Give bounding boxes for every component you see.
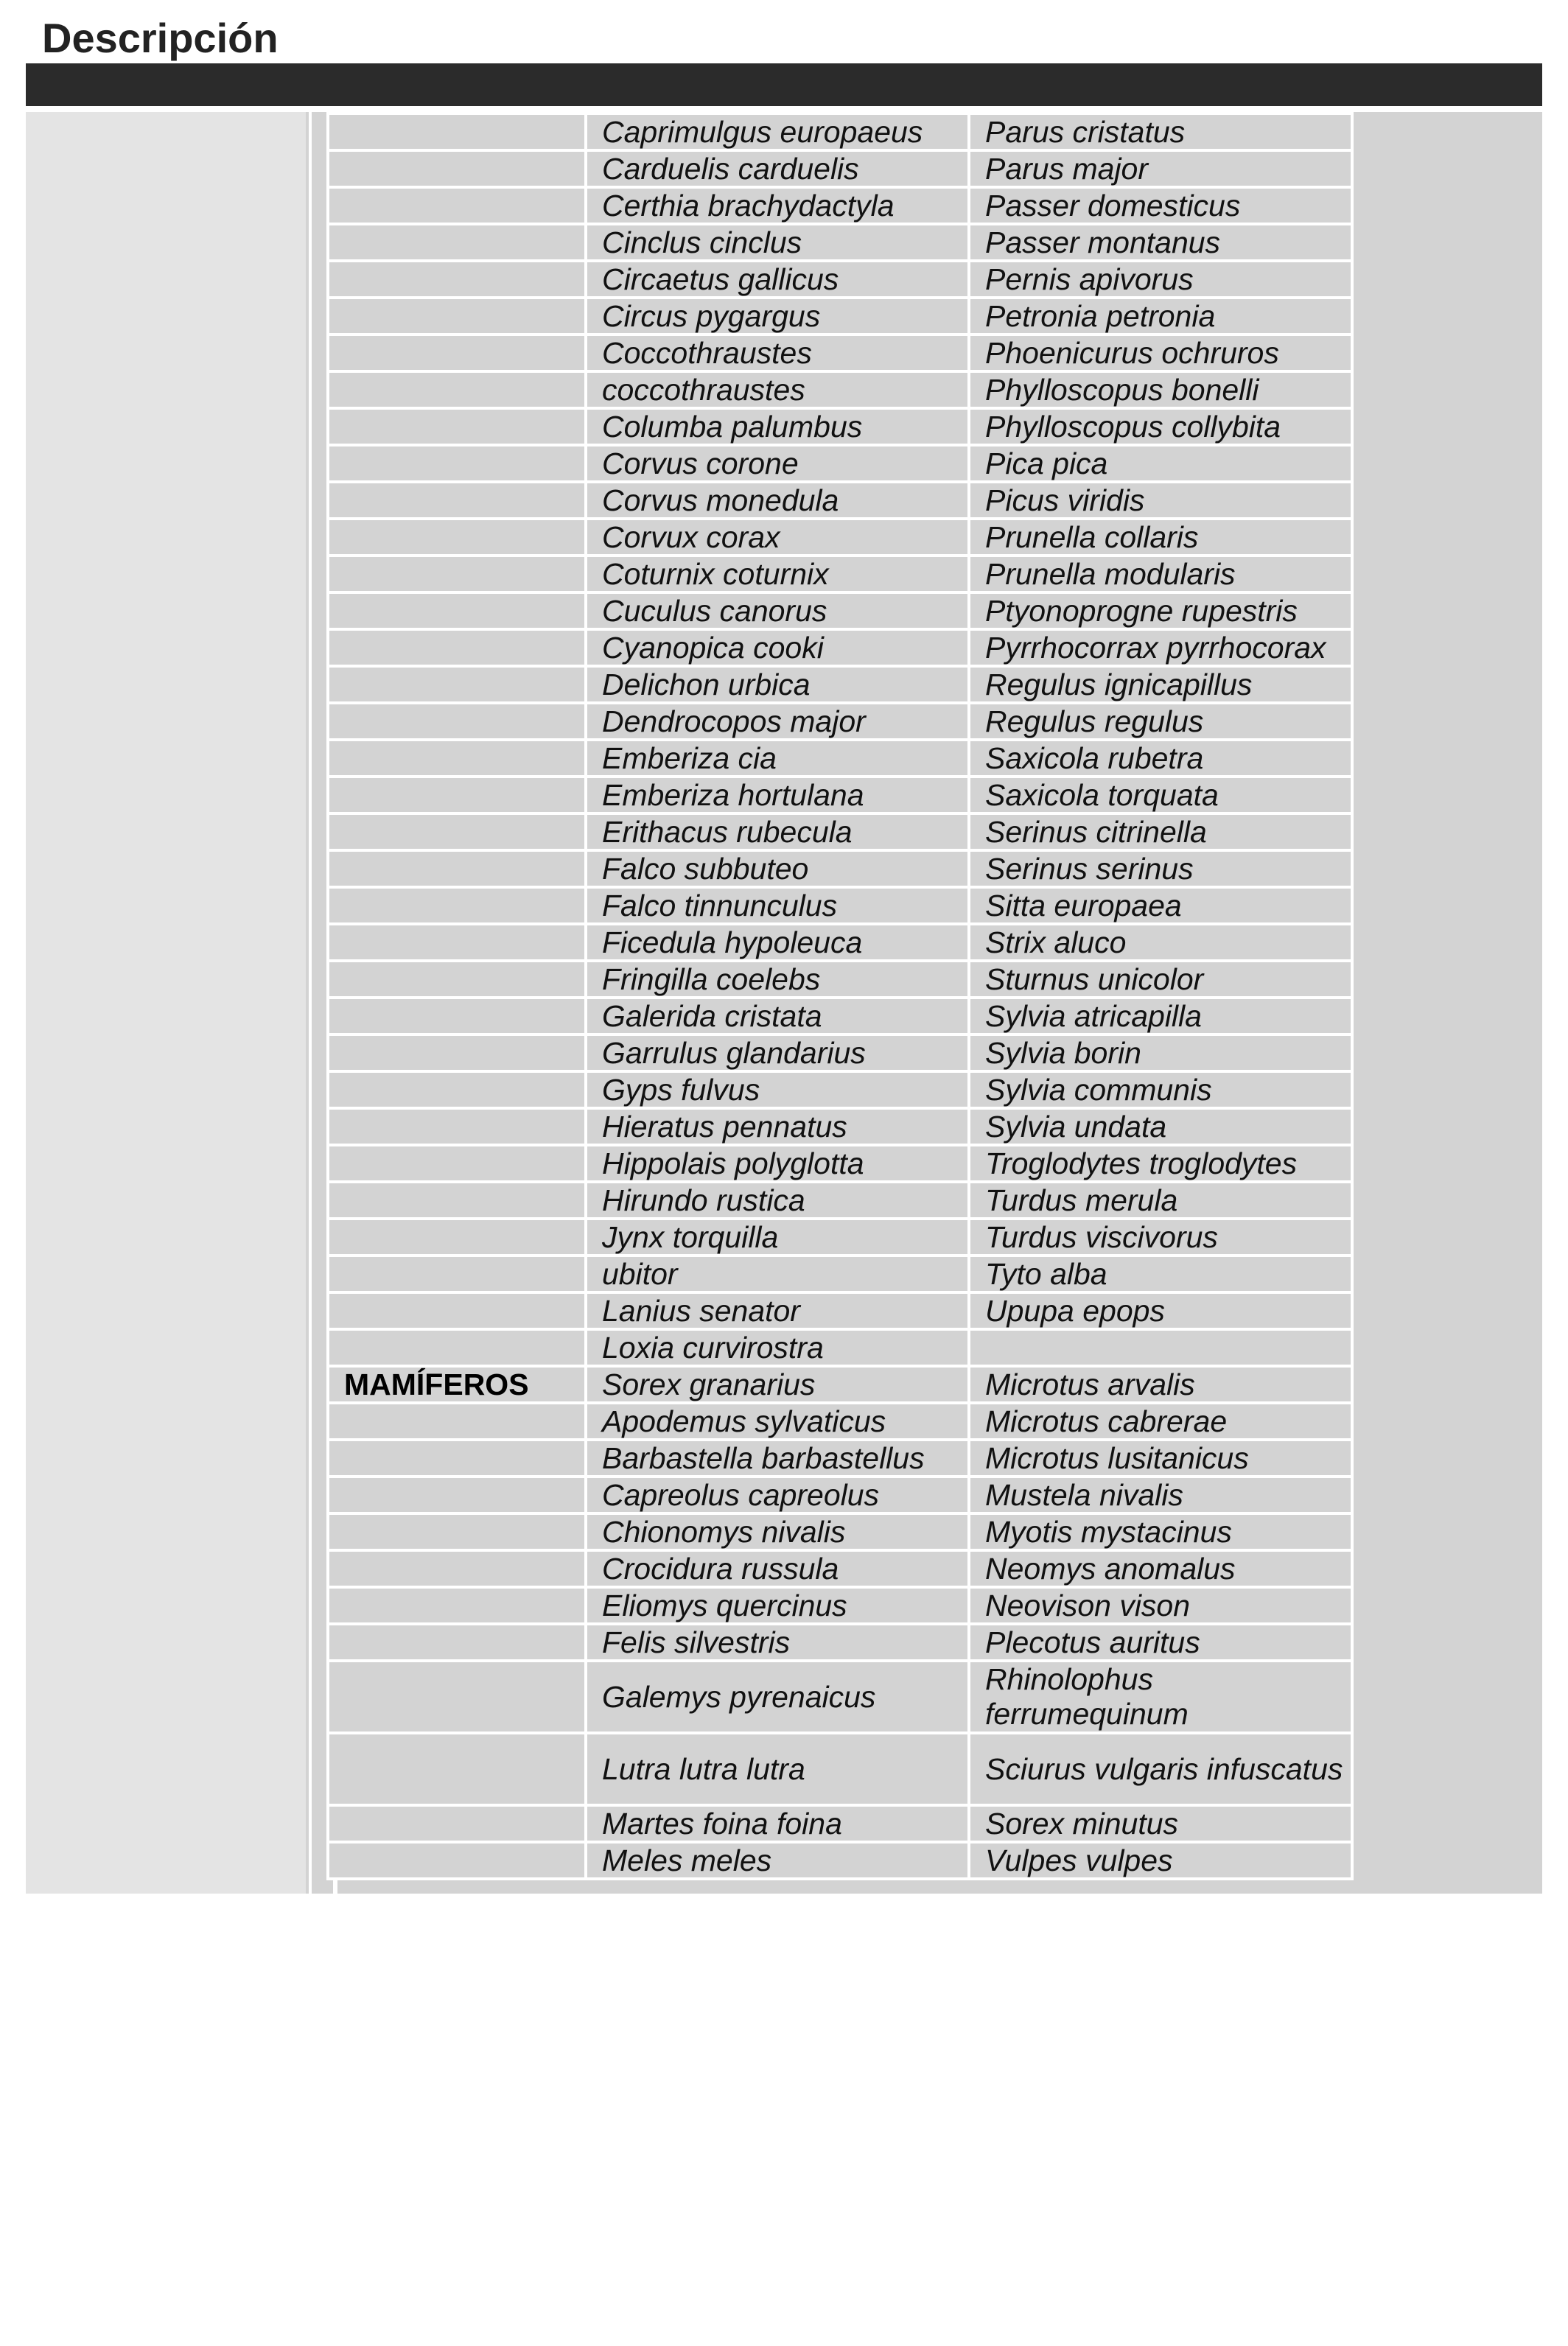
species-cell-b: Vulpes vulpes [969,1842,1352,1879]
species-cell-a: Martes foina foina [586,1805,969,1842]
species-cell-b: Sciurus vulgaris infuscatus [969,1733,1352,1805]
species-cell-a: Cuculus canorus [586,592,969,629]
species-cell-b: Parus major [969,150,1352,187]
group-cell: MAMÍFEROS [328,1366,586,1403]
species-cell-b: Phylloscopus bonelli [969,371,1352,408]
species-cell-a: Columba palumbus [586,408,969,445]
group-cell [328,1182,586,1219]
group-cell [328,1440,586,1477]
group-cell [328,666,586,703]
species-cell-b: Prunella collaris [969,519,1352,556]
species-cell-a: Cyanopica cooki [586,629,969,666]
species-cell-a: Carduelis carduelis [586,150,969,187]
species-cell-b: Regulus ignicapillus [969,666,1352,703]
group-cell [328,556,586,592]
group-cell [328,113,586,150]
species-cell-a: Coccothraustes [586,335,969,371]
table-row [328,298,1352,335]
table-row [328,1805,1352,1842]
species-cell-a: Gyps fulvus [586,1071,969,1108]
species-cell-b: Turdus merula [969,1182,1352,1219]
table-row [328,519,1352,556]
species-cell-a: coccothraustes [586,371,969,408]
table-row [328,261,1352,298]
species-cell-a: ubitor [586,1256,969,1292]
table-row [328,113,1352,150]
species-cell-a: Eliomys quercinus [586,1587,969,1624]
species-cell-b: Pernis apivorus [969,261,1352,298]
group-cell [328,1661,586,1733]
table-row [328,740,1352,777]
species-cell-a: Barbastella barbastellus [586,1440,969,1477]
group-cell [328,1034,586,1071]
table-row [328,1366,1352,1403]
group-cell [328,592,586,629]
table-row [328,924,1352,961]
group-cell [328,1329,586,1366]
table-row [328,1624,1352,1661]
species-cell-b: Regulus regulus [969,703,1352,740]
species-cell-a: Circaetus gallicus [586,261,969,298]
species-cell-a: Certhia brachydactyla [586,187,969,224]
group-cell [328,1624,586,1661]
table-row [328,629,1352,666]
species-cell-b: Saxicola rubetra [969,740,1352,777]
table-row [328,371,1352,408]
table-row [328,224,1352,261]
group-cell [328,187,586,224]
species-cell-a: Ficedula hypoleuca [586,924,969,961]
species-cell-b: Sturnus unicolor [969,961,1352,998]
species-cell-b [969,1329,1352,1366]
species-cell-a: Garrulus glandarius [586,1034,969,1071]
left-margin-column [26,112,306,1894]
species-cell-b: Pica pica [969,445,1352,482]
group-cell [328,777,586,813]
group-cell [328,150,586,187]
species-cell-a: Fringilla coelebs [586,961,969,998]
species-cell-b: Petronia petronia [969,298,1352,335]
species-cell-a: Hirundo rustica [586,1182,969,1219]
species-cell-a: Hieratus pennatus [586,1108,969,1145]
species-cell-a: Coturnix coturnix [586,556,969,592]
table-row [328,777,1352,813]
group-cell [328,1805,586,1842]
species-cell-b: Rhinolophus ferrumequinum [969,1661,1352,1733]
species-cell-b: Parus cristatus [969,113,1352,150]
table-row [328,1403,1352,1440]
species-cell-a: Sorex granarius [586,1366,969,1403]
section-header-bar [26,63,1542,106]
species-cell-a: Corvus corone [586,445,969,482]
species-cell-b: Strix aluco [969,924,1352,961]
table-row [328,703,1352,740]
group-cell [328,1513,586,1550]
group-cell [328,703,586,740]
table-row [328,1440,1352,1477]
group-cell [328,298,586,335]
table-row [328,592,1352,629]
species-cell-b: Microtus cabrerae [969,1403,1352,1440]
species-cell-b: Neomys anomalus [969,1550,1352,1587]
group-cell [328,371,586,408]
species-cell-b: Mustela nivalis [969,1477,1352,1513]
table-row [328,1550,1352,1587]
species-cell-a: Galerida cristata [586,998,969,1034]
species-cell-b: Microtus lusitanicus [969,1440,1352,1477]
group-cell [328,924,586,961]
species-table [326,112,1354,1880]
table-row [328,850,1352,887]
species-cell-b: Plecotus auritus [969,1624,1352,1661]
table-row [328,1661,1352,1733]
table-row [328,998,1352,1034]
group-cell [328,1145,586,1182]
species-cell-b: Prunella modularis [969,556,1352,592]
table-row [328,408,1352,445]
species-cell-b: Tyto alba [969,1256,1352,1292]
species-cell-b: Pyrrhocorrax pyrrhocorax [969,629,1352,666]
species-cell-b: Sylvia undata [969,1108,1352,1145]
table-row [328,1256,1352,1292]
species-cell-a: Apodemus sylvaticus [586,1403,969,1440]
species-cell-a: Delichon urbica [586,666,969,703]
species-cell-a: Emberiza cia [586,740,969,777]
group-cell [328,740,586,777]
species-cell-b: Turdus viscivorus [969,1219,1352,1256]
species-cell-a: Corvux corax [586,519,969,556]
group-cell [328,1477,586,1513]
species-table-body [328,113,1352,1879]
table-row [328,887,1352,924]
species-cell-b: Myotis mystacinus [969,1513,1352,1550]
species-cell-a: Chionomys nivalis [586,1513,969,1550]
species-cell-a: Cinclus cinclus [586,224,969,261]
species-cell-a: Erithacus rubecula [586,813,969,850]
species-cell-b: Serinus citrinella [969,813,1352,850]
species-cell-a: Jynx torquilla [586,1219,969,1256]
group-cell [328,261,586,298]
species-cell-a: Hippolais polyglotta [586,1145,969,1182]
species-cell-a: Falco subbuteo [586,850,969,887]
table-row [328,1071,1352,1108]
group-cell [328,1219,586,1256]
species-cell-b: Saxicola torquata [969,777,1352,813]
table-row [328,482,1352,519]
table-row [328,1329,1352,1366]
table-row [328,1733,1352,1805]
species-cell-b: Serinus serinus [969,850,1352,887]
group-cell [328,519,586,556]
group-cell [328,1733,586,1805]
species-cell-b: Phylloscopus collybita [969,408,1352,445]
group-cell [328,1292,586,1329]
species-cell-a: Falco tinnunculus [586,887,969,924]
species-cell-a: Meles meles [586,1842,969,1879]
group-cell [328,1587,586,1624]
table-row [328,1292,1352,1329]
table-row [328,1108,1352,1145]
species-cell-a: Lanius senator [586,1292,969,1329]
table-row [328,1034,1352,1071]
table-row [328,1513,1352,1550]
right-margin-column [1354,112,1542,1894]
species-cell-b: Sitta europaea [969,887,1352,924]
group-cell [328,1108,586,1145]
species-cell-a: Circus pygargus [586,298,969,335]
species-cell-b: Sylvia borin [969,1034,1352,1071]
species-cell-a: Crocidura russula [586,1550,969,1587]
table-row [328,556,1352,592]
species-cell-b: Passer montanus [969,224,1352,261]
group-cell [328,1403,586,1440]
group-cell [328,961,586,998]
table-row [328,335,1352,371]
table-row [328,961,1352,998]
group-cell [328,482,586,519]
group-cell [328,887,586,924]
group-cell [328,1071,586,1108]
table-row [328,1219,1352,1256]
species-cell-a: Galemys pyrenaicus [586,1661,969,1733]
group-cell [328,629,586,666]
species-cell-a: Dendrocopos major [586,703,969,740]
species-cell-a: Felis silvestris [586,1624,969,1661]
content-panel [26,112,1542,1894]
species-cell-a: Loxia curvirostra [586,1329,969,1366]
group-cell [328,335,586,371]
table-row [328,1477,1352,1513]
group-cell [328,850,586,887]
table-row [328,1587,1352,1624]
table-row [328,150,1352,187]
group-cell [328,408,586,445]
table-row [328,187,1352,224]
species-cell-b: Troglodytes troglodytes [969,1145,1352,1182]
table-row [328,1145,1352,1182]
table-row [328,813,1352,850]
group-cell [328,224,586,261]
species-cell-a: Caprimulgus europaeus [586,113,969,150]
group-cell [328,998,586,1034]
species-cell-b: Passer domesticus [969,187,1352,224]
species-cell-a: Lutra lutra lutra [586,1733,969,1805]
species-cell-b: Sorex minutus [969,1805,1352,1842]
species-cell-b: Microtus arvalis [969,1366,1352,1403]
species-cell-b: Upupa epops [969,1292,1352,1329]
group-cell [328,1256,586,1292]
species-cell-b: Sylvia communis [969,1071,1352,1108]
species-cell-b: Sylvia atricapilla [969,998,1352,1034]
species-cell-a: Corvus monedula [586,482,969,519]
table-row [328,445,1352,482]
group-cell [328,1842,586,1879]
table-row [328,1182,1352,1219]
species-cell-b: Phoenicurus ochruros [969,335,1352,371]
page-title: Descripción [42,15,279,61]
species-cell-a: Capreolus capreolus [586,1477,969,1513]
group-cell [328,813,586,850]
species-cell-b: Neovison vison [969,1587,1352,1624]
species-cell-a: Emberiza hortulana [586,777,969,813]
table-row [328,1842,1352,1879]
table-row [328,666,1352,703]
species-cell-b: Picus viridis [969,482,1352,519]
species-cell-b: Ptyonoprogne rupestris [969,592,1352,629]
group-cell [328,1550,586,1587]
group-cell [328,445,586,482]
